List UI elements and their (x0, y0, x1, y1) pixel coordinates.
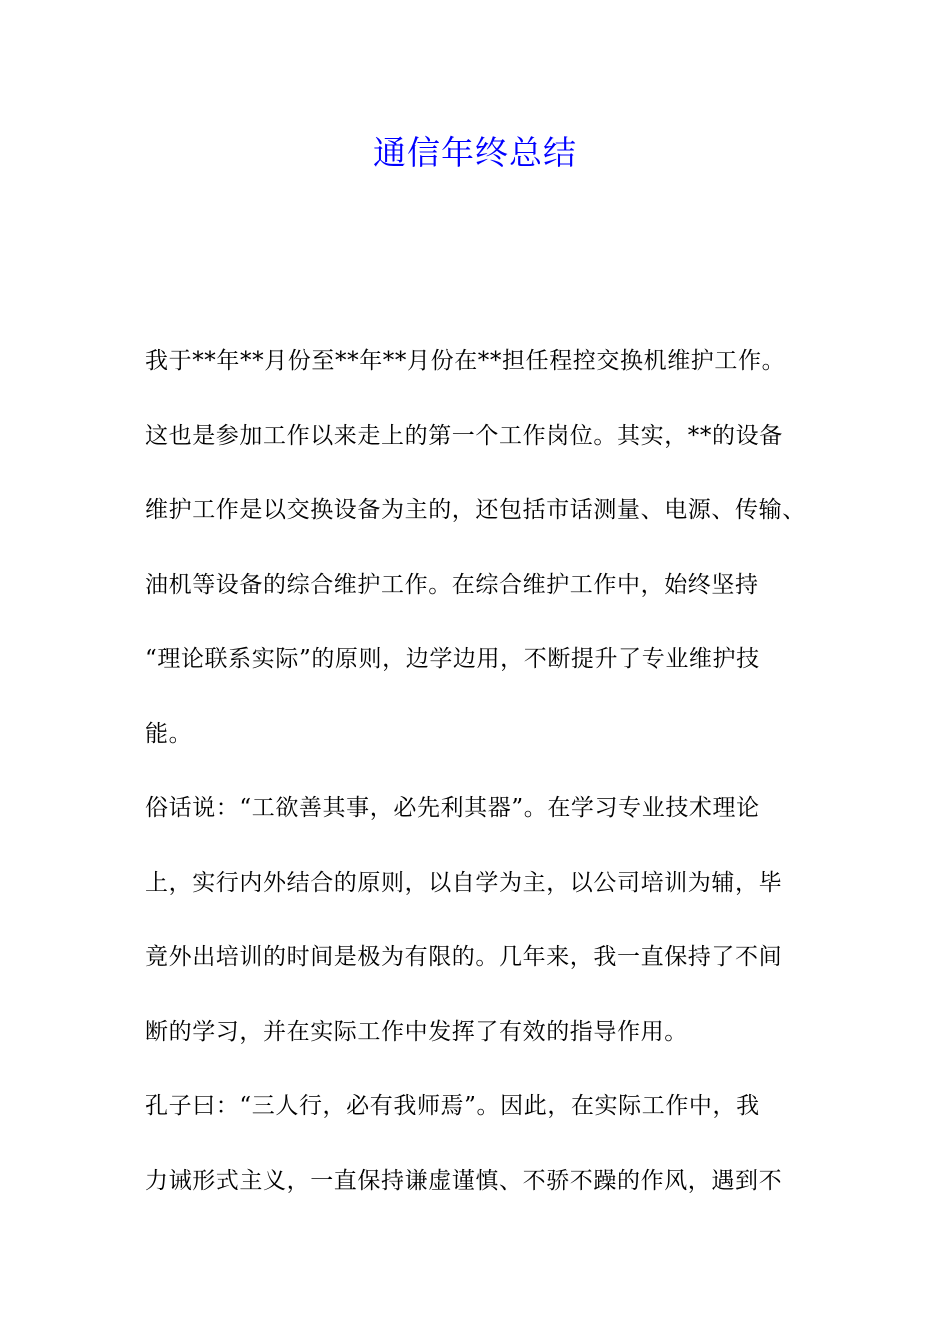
body-line: 油机等设备的综合维护工作。在综合维护工作中，始终坚持 (145, 571, 759, 598)
body-line: 这也是参加工作以来走上的第一个工作岗位。其实，**的设备 (145, 422, 783, 449)
body-line: “理论联系实际”的原则，边学边用，不断提升了专业维护技 (145, 646, 760, 672)
body-line: 断的学习，并在实际工作中发挥了有效的指导作用。 (145, 1018, 688, 1045)
body-line: 能。 (145, 720, 193, 747)
body-line: 力诫形式主义，一直保持谦虚谨慎、不骄不躁的作风，遇到不 (145, 1167, 783, 1194)
body-line: 俗话说：“工欲善其事，必先利其器”。在学习专业技术理论 (145, 795, 760, 821)
body-line: 竟外出培训的时间是极为有限的。几年来，我一直保持了不间 (145, 944, 783, 970)
document-title: 通信年终总结 (373, 133, 577, 172)
body-line: 上，实行内外结合的原则，以自学为主，以公司培训为辅，毕 (145, 869, 783, 896)
body-line: 我于**年**月份至**年**月份在**担任程控交换机维护工作。 (145, 348, 786, 374)
body-line: 孔子曰：“三人行，必有我师焉”。因此，在实际工作中，我 (145, 1093, 760, 1119)
document-body (145, 336, 845, 1230)
body-line: 维护工作是以交换设备为主的，还包括市话测量、电源、传输、 (145, 497, 806, 523)
